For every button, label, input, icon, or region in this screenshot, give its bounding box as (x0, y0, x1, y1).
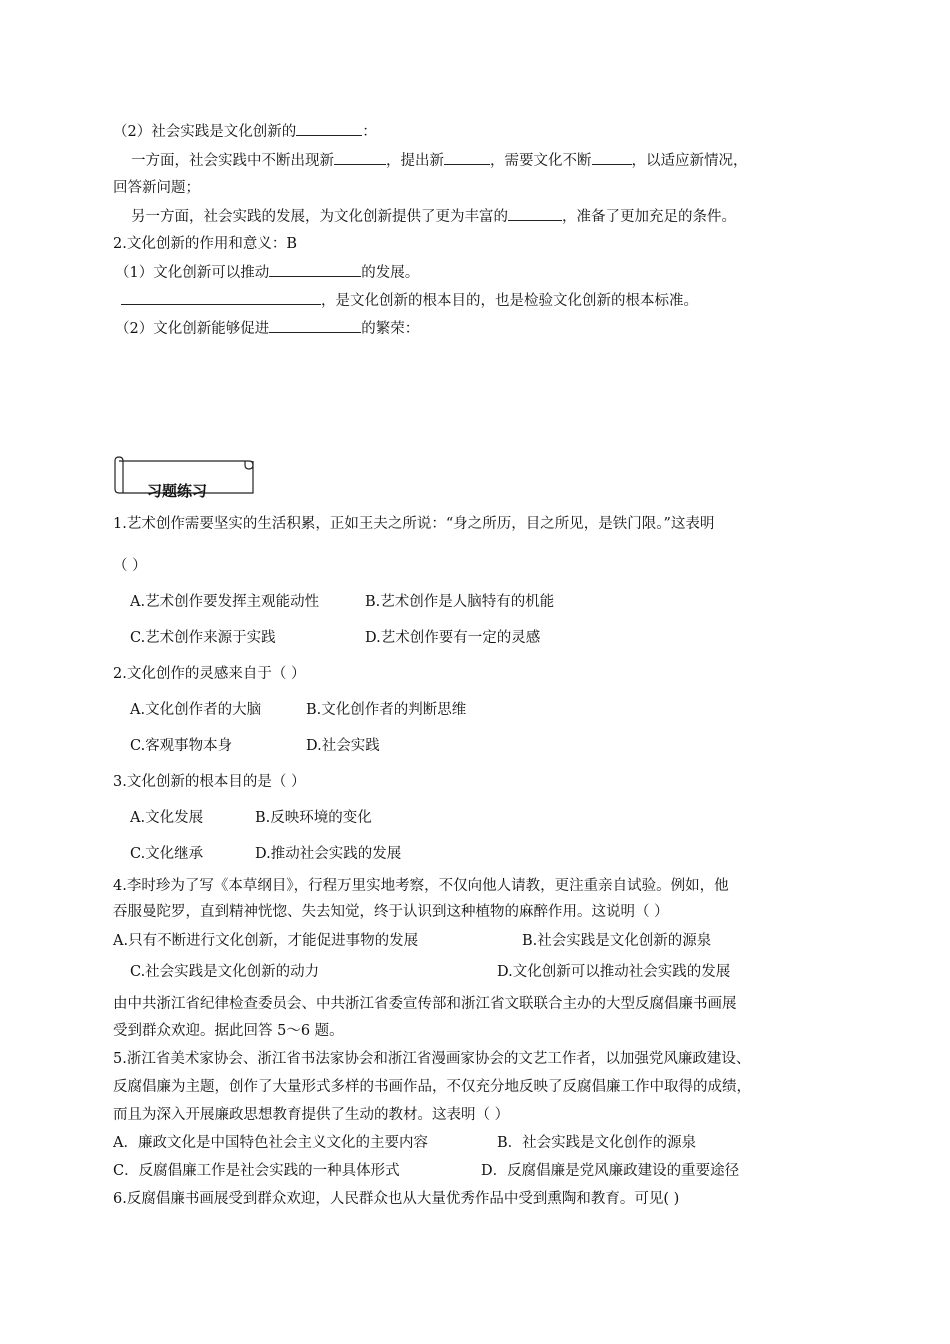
text: 由中共浙江省纪律检查委员会、中共浙江省委宣传部和浙江省文联联合主办的大型反腐倡廉书画展 (113, 996, 737, 1012)
q4-stem-line1 (113, 876, 729, 896)
text: C.文化继承 (130, 846, 204, 862)
text: （2）社会实践是文化创新的 (113, 124, 297, 140)
q1-option-b (365, 592, 554, 612)
text: 5.浙江省美术家协会、浙江省书法家协会和浙江省漫画家协会的文艺工作者，以加强党风廉政建设、 (113, 1051, 751, 1067)
blank (121, 290, 321, 305)
text: 的繁荣： (361, 321, 420, 337)
q5-option-b (497, 1133, 696, 1153)
text: （ ） (113, 558, 147, 574)
text: ，准备了更加充足的条件。 (562, 209, 736, 225)
q2-option-c (130, 736, 232, 756)
blank (334, 150, 386, 165)
line-practice-basis (113, 121, 377, 142)
exercise-banner (113, 456, 255, 500)
text: 6.反腐倡廉书画展受到群众欢迎，人民群众也从大量优秀作品中受到熏陶和教育。可见( ) (113, 1191, 680, 1207)
text: （2）文化创新能够促进 (115, 321, 270, 337)
q4-option-c (130, 962, 319, 982)
text: A.文化创作者的大脑 (130, 702, 262, 718)
line-prosperity (115, 318, 419, 339)
q2-stem (113, 664, 305, 684)
blank (592, 150, 632, 165)
q3-option-a (130, 808, 203, 828)
intro-line1 (113, 994, 737, 1014)
q5-stem-line1 (113, 1049, 750, 1069)
text: 另一方面，社会实践的发展，为文化创新提供了更为丰富的 (131, 209, 508, 225)
q5-option-c (113, 1161, 400, 1181)
text: A.文化发展 (130, 810, 204, 826)
text: 吞服曼陀罗，直到精神恍惚、失去知觉，终于认识到这种植物的麻醉作用。这说明（ ） (113, 904, 669, 920)
q4-stem-line2 (113, 902, 669, 922)
text: 回答新问题； (113, 180, 200, 196)
q3-option-c (130, 844, 203, 864)
q3-option-d (255, 844, 401, 864)
q1-option-c (130, 628, 276, 648)
text: ，是文化创新的根本目的，也是检验文化创新的根本标准。 (321, 293, 698, 309)
text: 4.李时珍为了写《本草纲目》，行程万里实地考察，不仅向他人请教，更注重亲自试验。例如，他 (113, 878, 729, 894)
q3-option-b (255, 808, 372, 828)
text: B．社会实践是文化创作的源泉 (497, 1135, 697, 1151)
text: A.只有不断进行文化创新，才能促进事物的发展 (113, 933, 419, 949)
text: B.反映环境的变化 (255, 810, 372, 826)
text: ： (362, 124, 377, 140)
text: D．反腐倡廉是党风廉政建设的重要途径 (481, 1163, 740, 1179)
text: 的发展。 (361, 265, 420, 281)
line-answer-new (113, 178, 200, 198)
q4-option-b (522, 931, 711, 951)
text: C.艺术创作来源于实践 (130, 630, 276, 646)
text: A．廉政文化是中国特色社会主义文化的主要内容 (113, 1135, 428, 1151)
line-fundamental-purpose (121, 290, 698, 311)
q4-option-d (497, 962, 730, 982)
line-promote (115, 262, 419, 283)
q4-option-a (113, 931, 418, 951)
text: D.艺术创作要有一定的灵感 (365, 630, 541, 646)
text: 2.文化创作的灵感来自于（ ） (113, 666, 306, 682)
text: C.社会实践是文化创新的动力 (130, 964, 320, 980)
text: B.文化创作者的判断思维 (306, 702, 467, 718)
line-role-heading (113, 234, 297, 254)
q2-option-a (130, 700, 261, 720)
q5-option-a (113, 1133, 428, 1153)
text: C．反腐倡廉工作是社会实践的一种具体形式 (113, 1163, 400, 1179)
q2-option-b (306, 700, 466, 720)
text: B.社会实践是文化创新的源泉 (522, 933, 712, 949)
line-other-hand (131, 206, 736, 227)
text: 1.艺术创作需要坚实的生活积累，正如王夫之所说：“身之所历，目之所见，是铁门限。”这表明 (113, 516, 715, 532)
q1-option-a (130, 592, 319, 612)
q1-option-d (365, 628, 540, 648)
blank (296, 121, 362, 136)
q5-stem-line2 (113, 1077, 751, 1097)
text: 3.文化创新的根本目的是（ ） (113, 774, 306, 790)
text: 一方面，社会实践中不断出现新 (131, 153, 334, 169)
text: C.客观事物本身 (130, 738, 233, 754)
blank (444, 150, 490, 165)
text: 反腐倡廉为主题，创作了大量形式多样的书画作品，不仅充分地反映了反腐倡廉工作中取得的成绩， (113, 1079, 751, 1095)
q5-stem-line3 (113, 1105, 509, 1125)
text: B.艺术创作是人脑特有的机能 (365, 594, 555, 610)
text: D.文化创新可以推动社会实践的发展 (497, 964, 731, 980)
banner-title: 习题练习 (147, 482, 208, 500)
text: D.推动社会实践的发展 (255, 846, 402, 862)
text: 2.文化创新的作用和意义：B (113, 236, 297, 252)
line-one-hand (131, 150, 748, 171)
text: ，提出新 (386, 153, 444, 169)
q6-stem (113, 1189, 679, 1209)
blank (269, 262, 361, 277)
q3-stem (113, 772, 305, 792)
q5-option-d (481, 1161, 739, 1181)
text: ，以适应新情况， (631, 153, 748, 169)
text: 受到群众欢迎。据此回答 5～6 题。 (113, 1023, 344, 1039)
q1-stem (113, 514, 714, 534)
blank (508, 206, 562, 221)
text: A.艺术创作要发挥主观能动性 (130, 594, 320, 610)
q1-paren (113, 556, 147, 576)
text: （1）文化创新可以推动 (115, 265, 270, 281)
blank (269, 318, 361, 333)
q2-option-d (306, 736, 380, 756)
text: 而且为深入开展廉政思想教育提供了生动的教材。这表明（ ） (113, 1107, 510, 1123)
text: ，需要文化不断 (490, 153, 592, 169)
intro-line2 (113, 1021, 344, 1041)
text: D.社会实践 (306, 738, 380, 754)
